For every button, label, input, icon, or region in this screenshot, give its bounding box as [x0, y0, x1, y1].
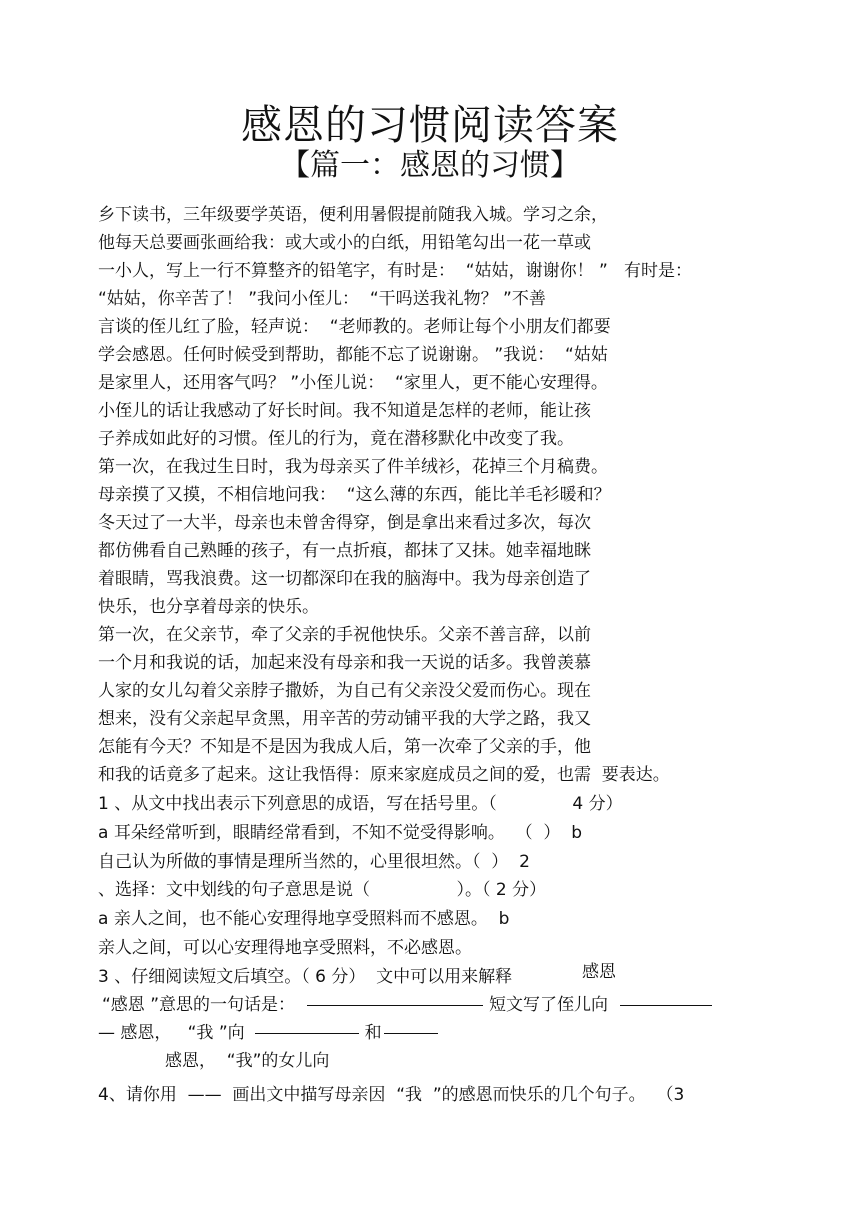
- passage-line: 人家的女儿勾着父亲脖子撒娇，为自己有父亲没父爱而伤心。现在: [98, 681, 591, 701]
- passage-line: 第一次，在我过生日时，我为母亲买了件羊绒衫，花掉三个月稿费。: [98, 457, 608, 477]
- question-3-text-c: — 感恩， “我 ”向: [98, 1023, 245, 1043]
- question-3-word: 感恩: [582, 962, 616, 982]
- passage-line: 母亲摸了又摸，不相信地问我： “这么薄的东西，能比羊毛衫暖和？: [98, 485, 611, 505]
- question-3: 3 、仔细阅读短文后填空。（ 6 分） 文中可以用来解释: [98, 967, 513, 987]
- passage-line: 学会感恩。任何时候受到帮助，都能不忘了说谢谢。 ”我说： “姑姑: [98, 345, 608, 365]
- passage-line: 他每天总要画张画给我：或大或小的白纸，用铅笔勾出一花一草或: [98, 233, 591, 253]
- passage-line: 言谈的侄儿红了脸，轻声说： “老师教的。老师让每个小朋友们都要: [98, 317, 611, 337]
- passage-line: 和我的话竟多了起来。这让我悟得：原来家庭成员之间的爱，也需 要表达。: [98, 765, 670, 785]
- passage-line: 想来，没有父亲起早贪黑，用辛苦的劳动铺平我的大学之路，我又: [98, 709, 591, 729]
- fill-blank[interactable]: [255, 1033, 359, 1034]
- question-3-line-2: [102, 994, 718, 1016]
- question-1-option-a: a 耳朵经常听到，眼睛经常看到，不知不觉受得影响。 （ ） b: [98, 823, 583, 843]
- question-3-text-d: 和: [364, 1023, 382, 1043]
- passage-line: 快乐，也分享着母亲的快乐。: [98, 597, 319, 617]
- fill-blank[interactable]: [620, 1005, 712, 1006]
- question-2-option-b: 亲人之间，可以心安理得地享受照料，不必感恩。: [98, 938, 472, 958]
- passage-line: 小侄儿的话让我感动了好长时间。我不知道是怎样的老师，能让孩: [98, 401, 591, 421]
- passage-line: 一个月和我说的话，加起来没有母亲和我一天说的话多。我曾羡慕: [98, 653, 591, 673]
- fill-blank[interactable]: [384, 1033, 438, 1034]
- passage-line: “姑姑，你辛苦了！ ”我问小侄儿： “干吗送我礼物？ ”不善: [98, 289, 546, 309]
- passage-line: 乡下读书，三年级要学英语，便利用暑假提前随我入城。学习之余，: [98, 205, 608, 225]
- document-title: 感恩的习惯阅读答案: [241, 101, 619, 149]
- question-1: 1 、从文中找出表示下列意思的成语，写在括号里。（ 4 分）: [98, 794, 623, 814]
- question-2-option-a: a 亲人之间，也不能心安理得地享受照料而不感恩。 b: [98, 909, 510, 929]
- document-subtitle: 【篇一：感恩的习惯】: [280, 148, 580, 183]
- passage-line: 第一次，在父亲节，牵了父亲的手祝他快乐。父亲不善言辞，以前: [98, 625, 591, 645]
- passage-line: 一小人，写上一行不算整齐的铅笔字，有时是： “姑姑，谢谢你！ ” 有时是：: [98, 261, 693, 281]
- question-3-line-4: 感恩， “我”的女儿向: [165, 1051, 330, 1071]
- question-3-line-3: [98, 1022, 444, 1044]
- passage-line: 怎能有今天？不知是不是因为我成人后，第一次牵了父亲的手，他: [98, 737, 591, 757]
- question-1-option-b: 自己认为所做的事情是理所当然的，心里很坦然。（ ） 2: [98, 852, 530, 872]
- question-3-text-b: 短文写了侄儿向: [489, 995, 609, 1015]
- passage-line: 是家里人，还用客气吗？ ”小侄儿说： “家里人，更不能心安理得。: [98, 373, 608, 393]
- passage-line: 子养成如此好的习惯。侄儿的行为，竟在潜移默化中改变了我。: [98, 429, 574, 449]
- fill-blank[interactable]: [307, 1005, 483, 1006]
- question-3-text-a: “感恩 ”意思的一句话是：: [102, 995, 296, 1015]
- passage-line: 都仿佛看自己熟睡的孩子，有一点折痕，都抹了又抹。她幸福地眯: [98, 541, 591, 561]
- passage-line: 着眼睛，骂我浪费。这一切都深印在我的脑海中。我为母亲创造了: [98, 569, 591, 589]
- question-2: 、选择：文中划线的句子意思是说（ ）。（ 2 分）: [98, 880, 547, 900]
- question-4: 4、请你用 —— 画出文中描写母亲因 “我 ”的感恩而快乐的几个句子。 （3: [98, 1085, 685, 1105]
- passage-line: 冬天过了一大半，母亲也未曾舍得穿，倒是拿出来看过多次，每次: [98, 513, 591, 533]
